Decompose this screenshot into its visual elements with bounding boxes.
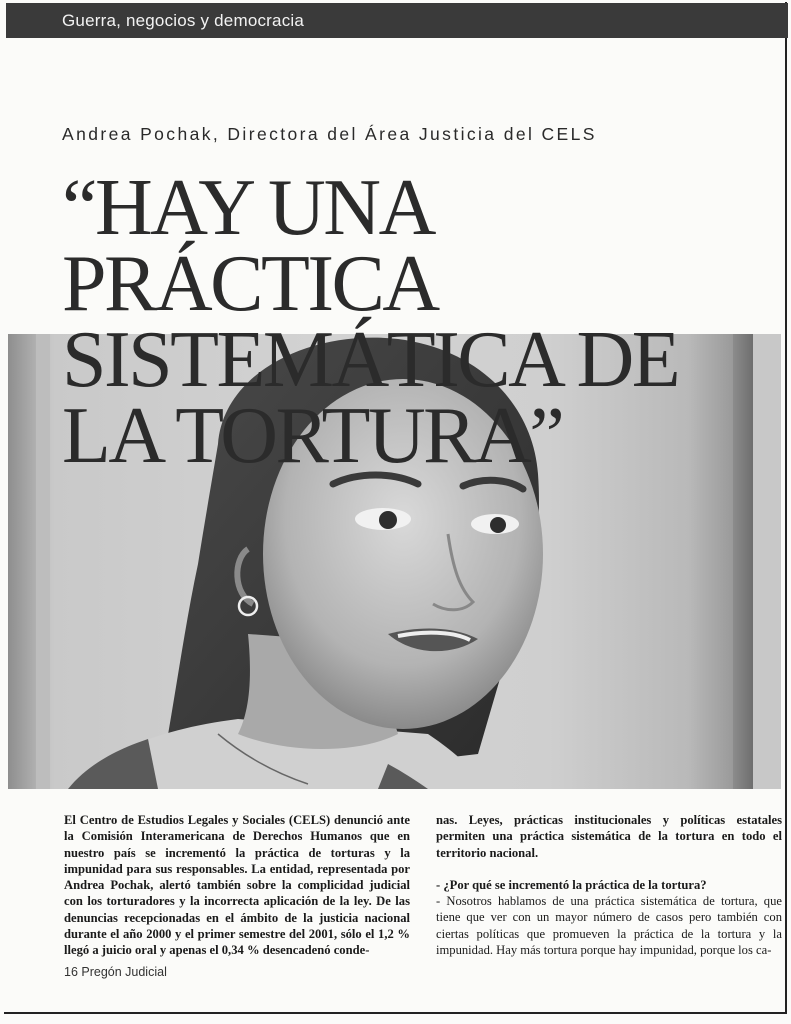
body-column-left <box>64 812 410 959</box>
intro-continuation: nas. Leyes, prácticas institucionales y políticas estatales permiten una práctica sistemática de la tortura en todo el territorio nacional. <box>436 813 782 860</box>
headline <box>62 164 679 480</box>
article-body <box>64 812 784 958</box>
headline-line-4: LA TORTURA” <box>62 392 563 480</box>
section-header <box>6 3 788 38</box>
headline-line-1: “HAY UNA <box>62 164 434 252</box>
body-column-right <box>436 812 782 958</box>
intro-paragraph: El Centro de Estudios Legales y Sociales (CELS) denunció ante la Comisión Interamericana de Derechos Humanos que en nuestro país se incrementó la práctica de torturas y la impunidad para sus responsables. La entidad, representada por Andrea Pochak, alertó también sobre la complicidad judicial con los torturadores y la incorrecta aplicación de la ley. De las denuncias recepcionadas en el ámbito de la justicia nacional durante el año 2000 y el primer semestre del 2001, sólo el 1,2 % llegó a juicio oral y apenas el 0,34 % desencadenó conde- <box>64 813 410 958</box>
headline-line-3: SISTEMÁTICA DE <box>62 316 679 404</box>
section-title: Guerra, negocios y democracia <box>62 11 305 30</box>
headline-line-2: PRÁCTICA <box>62 240 438 328</box>
interview-question: - ¿Por qué se incrementó la práctica de la tortura? <box>436 877 707 892</box>
byline: Andrea Pochak, Directora del Área Justicia del CELS <box>62 124 597 144</box>
page-footer: 16 Pregón Judicial <box>64 965 167 979</box>
interview-answer: - Nosotros hablamos de una práctica sistemática de tortura, que tiene que ver con un mayor número de casos pero también con ciertas políticas que promueven la práctica de la tortura y la impunidad. Hay más tortura porque hay impunidad, porque los ca- <box>436 894 782 958</box>
